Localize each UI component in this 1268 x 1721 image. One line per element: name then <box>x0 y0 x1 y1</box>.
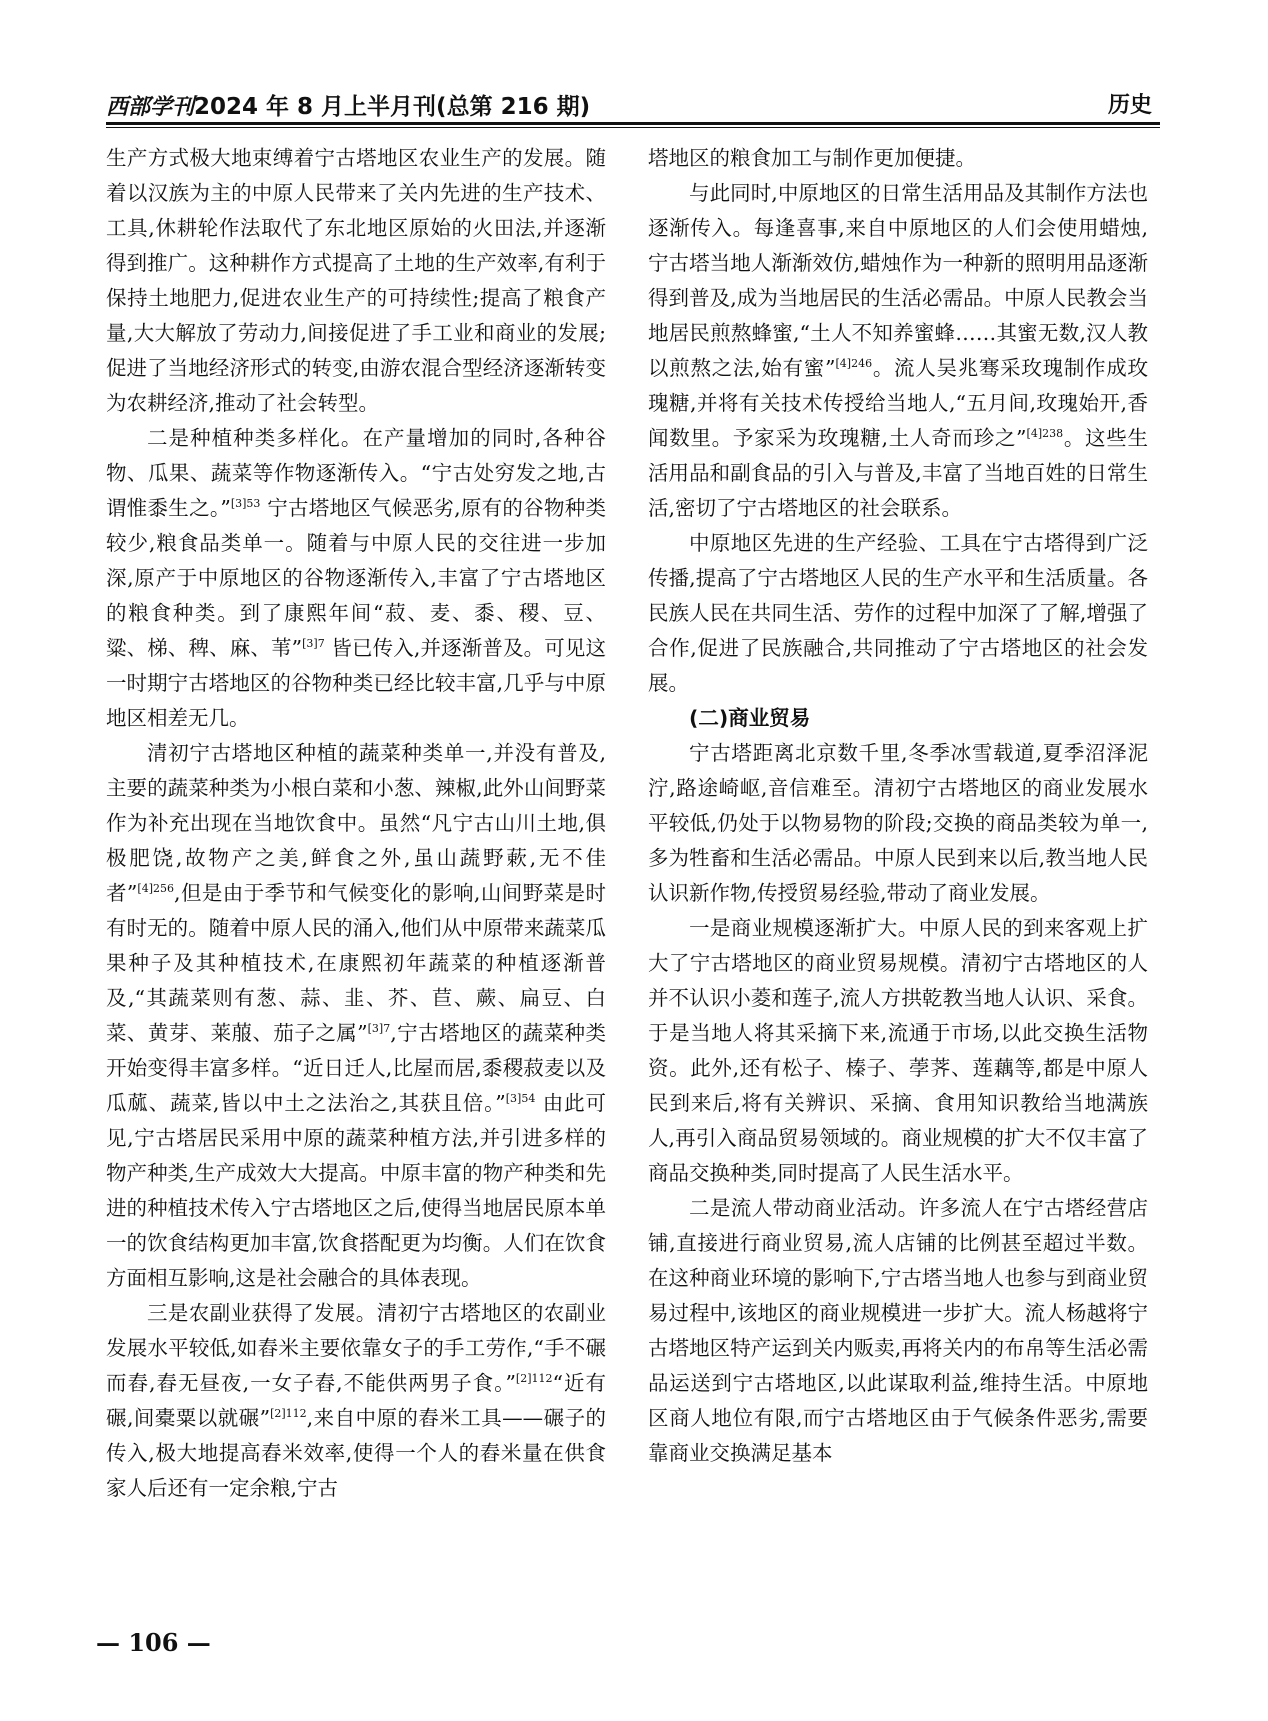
citation-ref: [4]246 <box>835 357 873 371</box>
citation-ref: [2]112 <box>270 1407 307 1421</box>
paragraph: 二是流人带动商业活动。许多流人在宁古塔经营店铺,直接进行商业贸易,流人店铺的比例甚至超过半数。在这种商业环境的影响下,宁古塔当地人也参与到商业贸易过程中,该地区的商业规模进一步扩大。流人杨越将宁古塔地区特产运到关内贩卖,再将关内的布帛等生活必需品运送到宁古塔地区,以此谋取利益,维持生活。中原地区商人地位有限,而宁古塔地区由于气候条件恶劣,需要靠商业交换满足基本 <box>648 1196 1148 1465</box>
text-span: 。流人吴兆骞采玫瑰制作成玫瑰糖,并将有关技术传授给当地人,“五月间,玫瑰始开,香闻数里。予家采为玫瑰糖,土人奇而珍之” <box>648 356 1149 450</box>
text-span: 二是种植种类多样化。在产量增加的同时,各种谷物、瓜果、蔬菜等作物逐渐传入。“宁古处穷发之地,古谓惟黍生之。” <box>106 426 606 520</box>
section-label: 历史 <box>1107 93 1152 118</box>
paragraph: 宁古塔距离北京数千里,冬季冰雪载道,夏季沼泽泥泞,路途崎岖,音信难至。清初宁古塔地区的商业发展水平较低,仍处于以物易物的阶段;交换的商品类较为单一,多为牲畜和生活必需品。中原人民到来以后,教当地人民认识新作物,传授贸易经验,带动了商业发展。 <box>648 741 1148 905</box>
text-span: 皆已传入,并逐渐普及。可见这一时期宁古塔地区的谷物种类已经比较丰富,几乎与中原地区相差无几。 <box>106 636 606 730</box>
paragraph: 一是商业规模逐渐扩大。中原人民的到来客观上扩大了宁古塔地区的商业贸易规模。清初宁古塔地区的人并不认识小菱和莲子,流人方拱乾教当地人认识、采食。于是当地人将其采摘下来,流通于市场,以此交换生活物资。此外,还有松子、榛子、荸荠、莲藕等,都是中原人民到来后,将有关辨识、采摘、食用知识教给当地满族人,再引入商品贸易领域的。商业规模的扩大不仅丰富了商品交换种类,同时提高了人民生活水平。 <box>648 916 1148 1185</box>
citation-ref: [4]256 <box>137 882 174 896</box>
issue-info: 2024 年 8 月上半月刊(总第 216 期) <box>194 94 591 120</box>
citation-ref: [3]7 <box>302 637 325 651</box>
journal-masthead <box>106 88 590 121</box>
paragraph <box>106 736 606 1296</box>
text-span: 。这些生活用品和副食品的引入与普及,丰富了当地百姓的日常生活,密切了宁古塔地区的社会联系。 <box>648 426 1149 520</box>
section-heading: (二)商业贸易 <box>689 706 811 730</box>
page-number: — 106 — <box>96 1628 211 1657</box>
text-span: ,来自中原的舂米工具——碾子的传入,极大地提高舂米效率,使得一个人的舂米量在供食家人后还有一定余粮,宁古 <box>106 1406 607 1500</box>
paragraph <box>106 421 606 736</box>
citation-ref: [2]112 <box>515 1372 553 1386</box>
citation-ref: [4]238 <box>1026 427 1064 441</box>
text-span: 宁古塔地区气候恶劣,原有的谷物种类较少,粮食品类单一。随着与中原人民的交往进一步加深,原产于中原地区的谷物逐渐传入,丰富了宁古塔地区的粮食种类。到了康熙年间“菽、麦、黍、稷、豆、粱、梯、稗、麻、苇” <box>106 496 606 660</box>
journal-logo: 西部学刊 <box>106 94 195 120</box>
text-span: ,宁古塔地区的蔬菜种类开始变得丰富多样。“近日迁人,比屋而居,黍稷菽麦以及瓜蓏、蔬菜,皆以中土之法治之,其获且倍。” <box>106 1021 606 1115</box>
paragraph <box>106 1296 606 1506</box>
paragraph: 生产方式极大地束缚着宁古塔地区农业生产的发展。随着以汉族为主的中原人民带来了关内先进的生产技术、工具,休耕轮作法取代了东北地区原始的火田法,并逐渐得到推广。这种耕作方式提高了土地的生产效率,有利于保持土地肥力,促进农业生产的可持续性;提高了粮食产量,大大解放了劳动力,间接促进了手工业和商业的发展;促进了当地经济形式的转变,由游农混合型经济逐渐转变为农耕经济,推动了社会转型。 <box>106 146 606 415</box>
text-span: 清初宁古塔地区种植的蔬菜种类单一,并没有普及,主要的蔬菜种类为小根白菜和小葱、辣椒,此外山间野菜作为补充出现在当地饮食中。虽然“凡宁古山川土地,俱极肥饶,故物产之美,鲜食之外,虽山蔬野蔌,无不佳者” <box>106 741 606 905</box>
text-span: 三是农副业获得了发展。清初宁古塔地区的农副业发展水平较低,如舂米主要依靠女子的手工劳作,“手不碾而舂,舂无昼夜,一女子舂,不能供两男子食。” <box>106 1301 606 1395</box>
citation-ref: [3]7 <box>367 1022 391 1036</box>
left-column <box>106 141 606 1506</box>
citation-ref: [3]54 <box>505 1092 536 1106</box>
header-rule <box>106 122 1160 125</box>
page-header <box>106 82 1160 124</box>
header-rule-thin <box>106 127 1160 128</box>
right-column <box>648 141 1148 1471</box>
paragraph: 中原地区先进的生产经验、工具在宁古塔得到广泛传播,提高了宁古塔地区人民的生产水平和生活质量。各民族人民在共同生活、劳作的过程中加深了了解,增强了合作,促进了民族融合,共同推动了宁古塔地区的社会发展。 <box>648 531 1148 695</box>
paragraph <box>648 176 1148 526</box>
text-span: 由此可见,宁古塔居民采用中原的蔬菜种植方法,并引进多样的物产种类,生产成效大大提高。中原丰富的物产种类和先进的种植技术传入宁古塔地区之后,使得当地居民原本单一的饮食结构更加丰富,饮食搭配更为均衡。人们在饮食方面相互影响,这是社会融合的具体表现。 <box>106 1091 606 1290</box>
text-span: “近有碾,间橐粟以就碾” <box>106 1371 606 1430</box>
citation-ref: [3]53 <box>230 497 261 511</box>
text-span: ,但是由于季节和气候变化的影响,山间野菜是时有时无的。随着中原人民的涌入,他们从中原带来蔬菜瓜果种子及其种植技术,在康熙初年蔬菜的种植逐渐普及,“其蔬菜则有葱、蒜、韭、芥、苣、蕨、扁豆、白菜、黄芽、莱菔、茄子之属” <box>106 881 606 1045</box>
text-span: 与此同时,中原地区的日常生活用品及其制作方法也逐渐传入。每逢喜事,来自中原地区的人们会使用蜡烛,宁古塔当地人渐渐效仿,蜡烛作为一种新的照明用品逐渐得到普及,成为当地居民的生活必需品。中原人民教会当地居民煎熬蜂蜜,“土人不知养蜜蜂……其蜜无数,汉人教以煎熬之法,始有蜜” <box>648 181 1148 380</box>
paragraph: 塔地区的粮食加工与制作更加便捷。 <box>648 146 976 170</box>
